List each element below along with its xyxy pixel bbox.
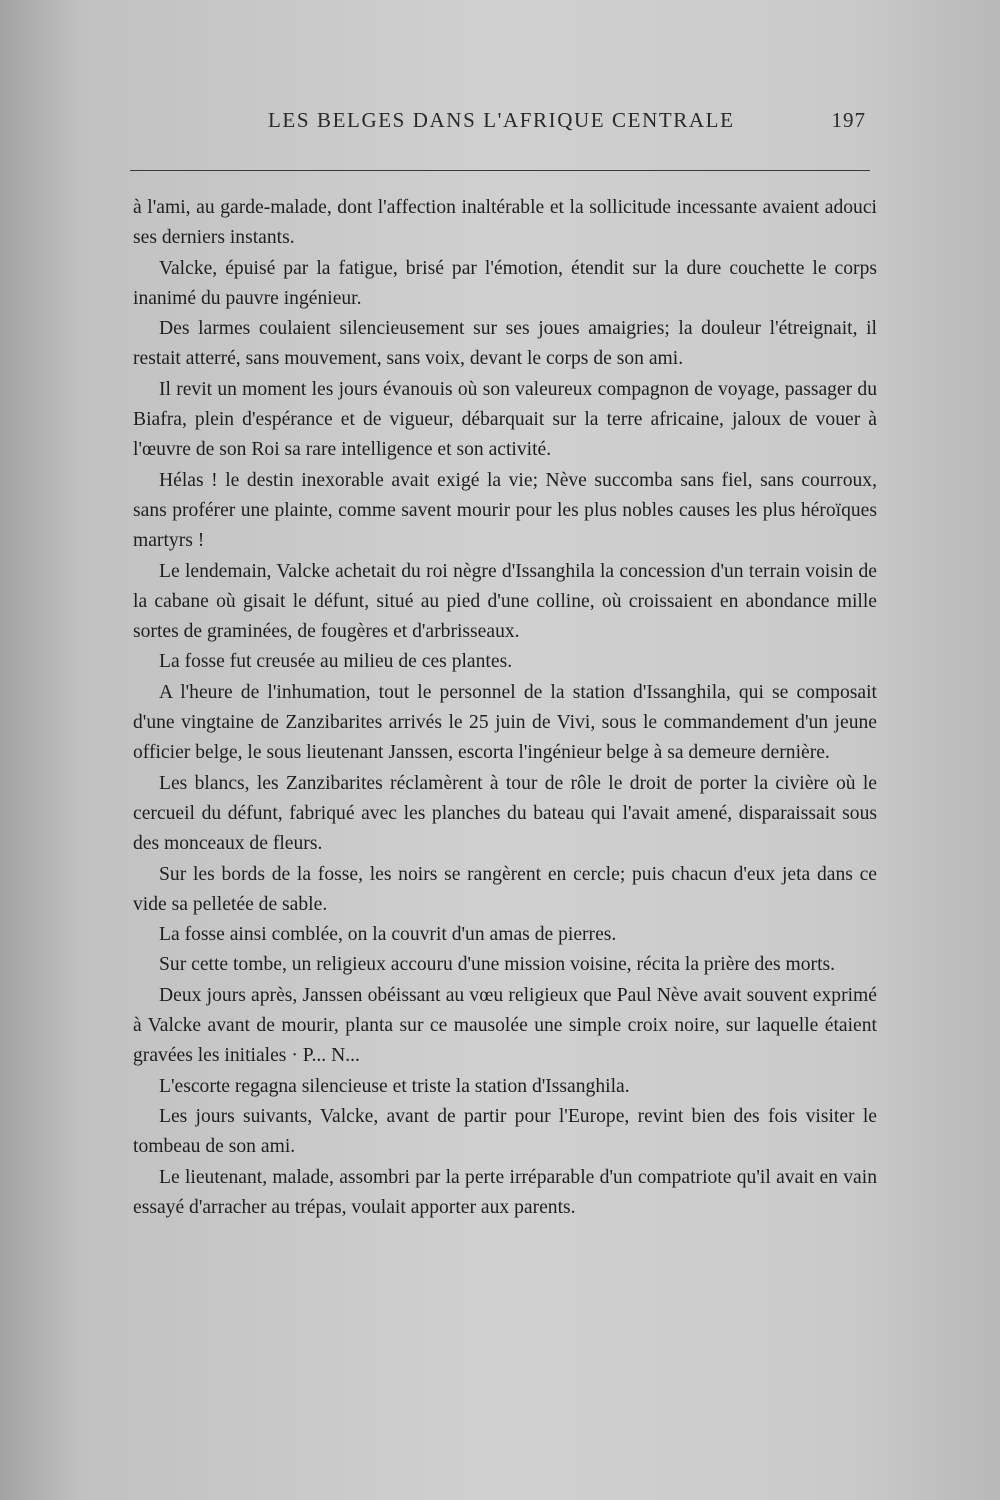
- paragraph: Le lieutenant, malade, assombri par la perte irréparable d'un compatriote qu'il avait en vain essayé d'arracher au trépas, voulait apporter aux parents.: [133, 1166, 877, 1218]
- paragraph-continuation: à l'ami, au garde-malade, dont l'affection inaltérable et la sollicitude incessante avaient adouci ses derniers instants.: [133, 197, 877, 249]
- paragraph: Sur les bords de la fosse, les noirs se rangèrent en cercle; puis chacun d'eux jeta dans ce vide sa pelletée de sable.: [133, 863, 877, 915]
- paragraph: Des larmes coulaient silencieusement sur ses joues amaigries; la douleur l'étreignait, il restait atterré, sans mouvement, sans voix, devant le corps de son ami.: [133, 318, 877, 370]
- paragraph: Deux jours après, Janssen obéissant au vœu religieux que Paul Nève avait souvent exprimé à Valcke avant de mourir, planta sur ce mausolée une simple croix noire, sur laquelle étaient gravées les initiales · P... N...: [133, 984, 877, 1067]
- running-title: LES BELGES DANS L'AFRIQUE CENTRALE: [268, 108, 735, 132]
- paragraph: Valcke, épuisé par la fatigue, brisé par l'émotion, étendit sur la dure couchette le corps inanimé du pauvre ingénieur.: [133, 257, 877, 309]
- body-text: [133, 193, 877, 1223]
- paragraph: Il revit un moment les jours évanouis où son valeureux compagnon de voyage, passager du Biafra, plein d'espérance et de vigueur, débarquait sur la terre africaine, jaloux de vouer à l'œuvre de son Roi sa rare intelligence et son activité.: [133, 378, 877, 461]
- paragraph: Hélas ! le destin inexorable avait exigé la vie; Nève succomba sans fiel, sans courroux, sans proférer une plainte, comme savent mourir pour les plus nobles causes les plus héroïques martyrs !: [133, 469, 877, 552]
- paragraph: Le lendemain, Valcke achetait du roi nègre d'Issanghila la concession d'un terrain voisin de la cabane où gisait le défunt, situé au pied d'une colline, où croissaient en abondance mille sortes de graminées, de fougères et d'arbrisseaux.: [133, 560, 877, 643]
- paragraph: L'escorte regagna silencieuse et triste la station d'Issanghila.: [159, 1075, 630, 1097]
- paragraph: Sur cette tombe, un religieux accouru d'une mission voisine, récita la prière des morts.: [159, 954, 836, 976]
- paragraph: Les jours suivants, Valcke, avant de partir pour l'Europe, revint bien des fois visiter le tombeau de son ami.: [133, 1105, 877, 1158]
- header-rule: [130, 170, 870, 171]
- paragraph: Les blancs, les Zanzibarites réclamèrent à tour de rôle le droit de porter la civière où le cercueil du défunt, fabriqué avec les planches du bateau qui l'avait amené, disparaissait sous des monceaux de fleurs.: [133, 772, 877, 855]
- paragraph: La fosse ainsi comblée, on la couvrit d'un amas de pierres.: [159, 924, 617, 946]
- paragraph: La fosse fut creusée au milieu de ces plantes.: [159, 651, 513, 673]
- page-number: 197: [831, 108, 866, 132]
- paragraph: A l'heure de l'inhumation, tout le personnel de la station d'Issanghila, qui se composait d'une vingtaine de Zanzibarites arrivés le 25 juin de Vivi, sous le commandement d'un jeune officier belge, le sous lieutenant Janssen, escorta l'ingénieur belge à sa demeure dernière.: [133, 681, 877, 764]
- running-head: [130, 108, 870, 142]
